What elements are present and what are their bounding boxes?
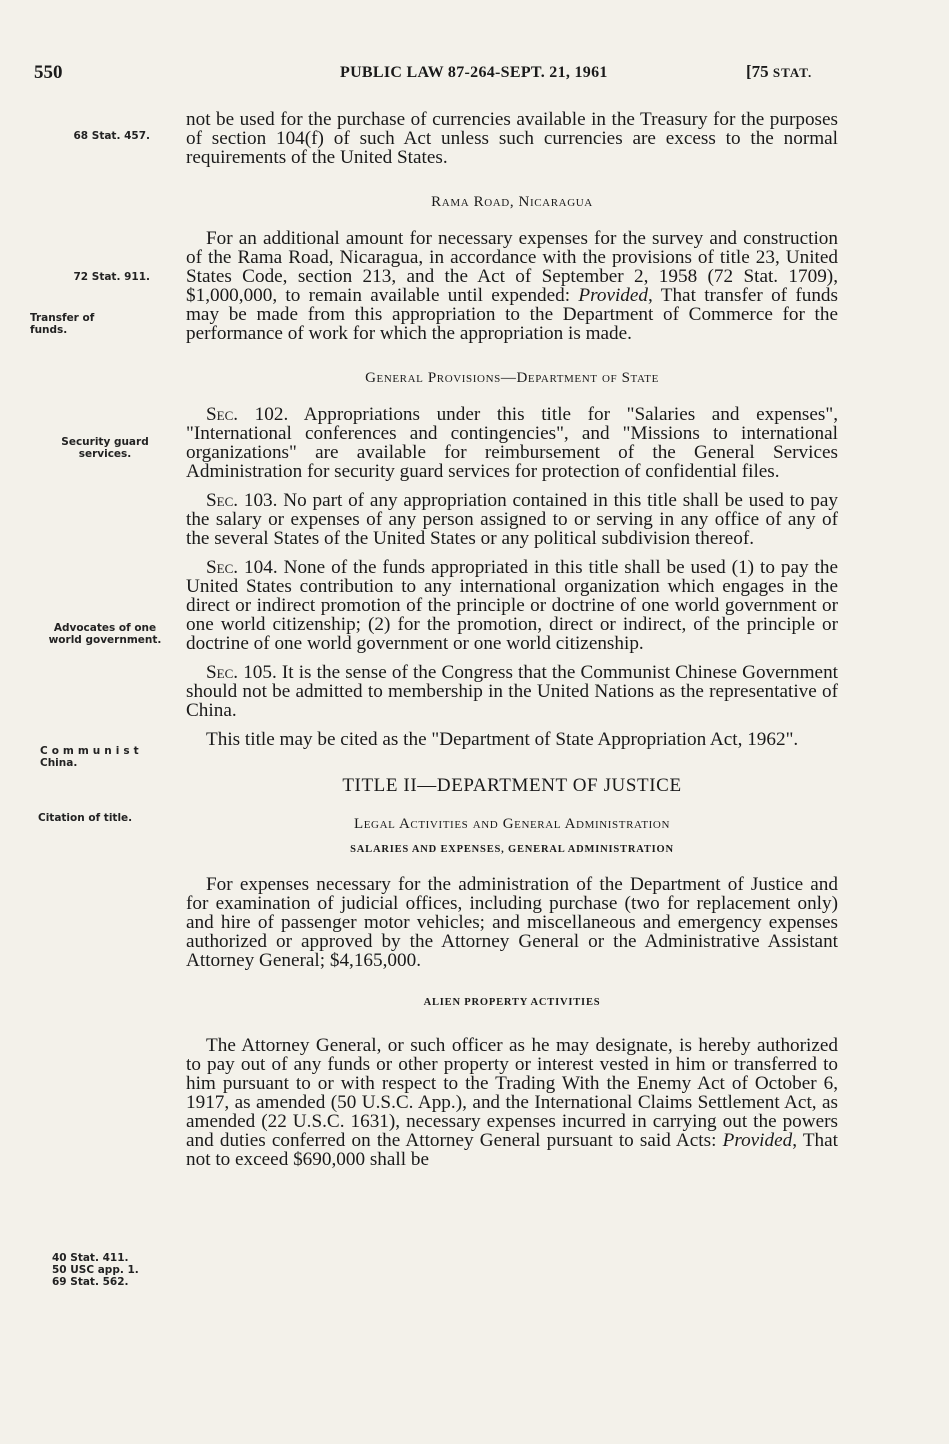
margin-note-communist-line1: Communist <box>40 745 143 757</box>
section-103-label: Sec. 103. <box>206 490 278 511</box>
subheading-alien-property: ALIEN PROPERTY ACTIVITIES <box>423 997 601 1008</box>
margin-note-security <box>30 436 180 460</box>
section-104-label: Sec. 104. <box>206 557 278 578</box>
alien-property-text-2: , That not to exceed $690,000 shall be <box>186 1130 838 1170</box>
page-number: 550 <box>34 62 63 83</box>
section-105-label: Sec. 105. <box>206 662 277 683</box>
margin-note-security-line1: Security guard <box>61 436 149 448</box>
section-102-label: Sec. 102. <box>206 404 289 425</box>
margin-note-advocates-line1: Advocates of one <box>53 622 157 634</box>
volume-stat: STAT. <box>772 65 813 80</box>
paragraph-justice-expenses: For expenses necessary for the administration of the Department of Justice and for examination of judicial offices, including purchase (two for replacement only) and hire of passenger motor vehicles; and miscellaneous and emergency expenses authorized or approved by the Attorney General or the Administrative Assistant Attorney General; $4,165,000. <box>186 874 838 971</box>
margin-note-advocates <box>30 622 180 646</box>
volume-bracket: [75 <box>746 62 773 81</box>
paragraph-rama-road <box>186 229 838 343</box>
section-105-text: It is the sense of the Congress that the Communist Chinese Government should not be admitted to membership in the United Nations as the representative of China. <box>186 662 838 721</box>
section-105 <box>186 663 838 720</box>
section-104 <box>186 558 838 653</box>
subheading-salaries: SALARIES AND EXPENSES, GENERAL ADMINISTRATION <box>350 844 674 855</box>
section-103 <box>186 491 838 548</box>
heading-legal-activities: Legal Activities and General Administration <box>353 816 671 832</box>
margin-note-statutes <box>52 1252 200 1288</box>
margin-note-advocates-line2: world government. <box>48 634 162 646</box>
margin-note-68-stat: 68 Stat. 457. <box>73 130 150 142</box>
volume-reference <box>746 62 812 82</box>
heading-general-provisions: General Provisions—Department of State <box>365 370 659 386</box>
heading-rama-road: Rama Road, Nicaragua <box>431 194 593 210</box>
margin-note-transfer <box>30 312 178 336</box>
section-104-text: None of the funds appropriated in this title shall be used (1) to pay the United States contribution to any international organization which engages in the direct or indirect promotion of the principle or doctrine of one world government or one world citizenship; (2) for the promotion, direct or indirect, of the principle or doctrine of one world government or one world citizenship. <box>186 557 838 654</box>
margin-note-40-stat: 40 Stat. 411. <box>52 1252 129 1264</box>
margin-note-citation: Citation of title. <box>38 812 133 824</box>
margin-note-69-stat: 69 Stat. 562. <box>52 1276 129 1288</box>
paragraph-continuation: not be used for the purchase of currencies available in the Treasury for the purposes of section 104(f) of such Act unless such currencies are excess to the normal requirements of the United States. <box>186 109 838 168</box>
alien-property-text-1: The Attorney General, or such officer as he may designate, is hereby authorized to pay out of any funds or other property or interest vested in him or transferred to him pursuant to or with respect to the Trading With the Enemy Act of October 6, 1917, as amended (50 U.S.C. App.), and the International Claims Settlement Act, as amended (22 U.S.C. 1631), necessary expenses incurred in carrying out the powers and duties conferred on the Attorney General pursuant to said Acts: <box>186 1035 838 1151</box>
running-title: PUBLIC LAW 87-264-SEPT. 21, 1961 <box>340 64 608 81</box>
title-ii-heading: TITLE II—DEPARTMENT OF JUSTICE <box>342 775 682 796</box>
margin-note-security-line2: services. <box>78 448 132 460</box>
rama-road-text-1: For an additional amount for necessary expenses for the survey and construction of the Rama Road, Nicaragua, in accordance with the provisions of title 23, United States Code, section 213, and the Act of September 2, 1958 (72 Stat. 1709), $1,000,000, to remain available until expended: <box>186 228 838 306</box>
paragraph-alien-property <box>186 1036 838 1169</box>
margin-note-transfer-line1: Transfer of <box>30 312 95 324</box>
rama-road-text-2: , That transfer of funds may be made from this appropriation to the Department of Commerce for the performance of work for which the appropriation is made. <box>186 285 838 344</box>
alien-property-provided: Provided <box>722 1130 793 1151</box>
section-102-text: Appropriations under this title for "Salaries and expenses", "International conferences and contingencies", and "Missions to international organizations" are available for reimbursement of the General Services Administration for security guard services for protection of confidential files. <box>186 404 838 482</box>
margin-note-transfer-line2: funds. <box>30 324 68 336</box>
section-102 <box>186 405 838 481</box>
rama-road-provided: Provided <box>578 285 648 306</box>
main-text-column <box>186 110 838 1169</box>
margin-note-50-usc: 50 USC app. 1. <box>52 1264 139 1276</box>
margin-note-72-stat: 72 Stat. 911. <box>73 271 150 283</box>
section-103-text: No part of any appropriation contained in this title shall be used to pay the salary or expenses of any person assigned to or serving in any office of any of the several States of the United States or any political subdivision thereof. <box>186 490 838 549</box>
citation-paragraph: This title may be cited as the "Department of State Appropriation Act, 1962". <box>206 729 799 750</box>
margin-note-communist-line2: China. <box>40 757 78 769</box>
margin-note-communist <box>40 745 188 769</box>
